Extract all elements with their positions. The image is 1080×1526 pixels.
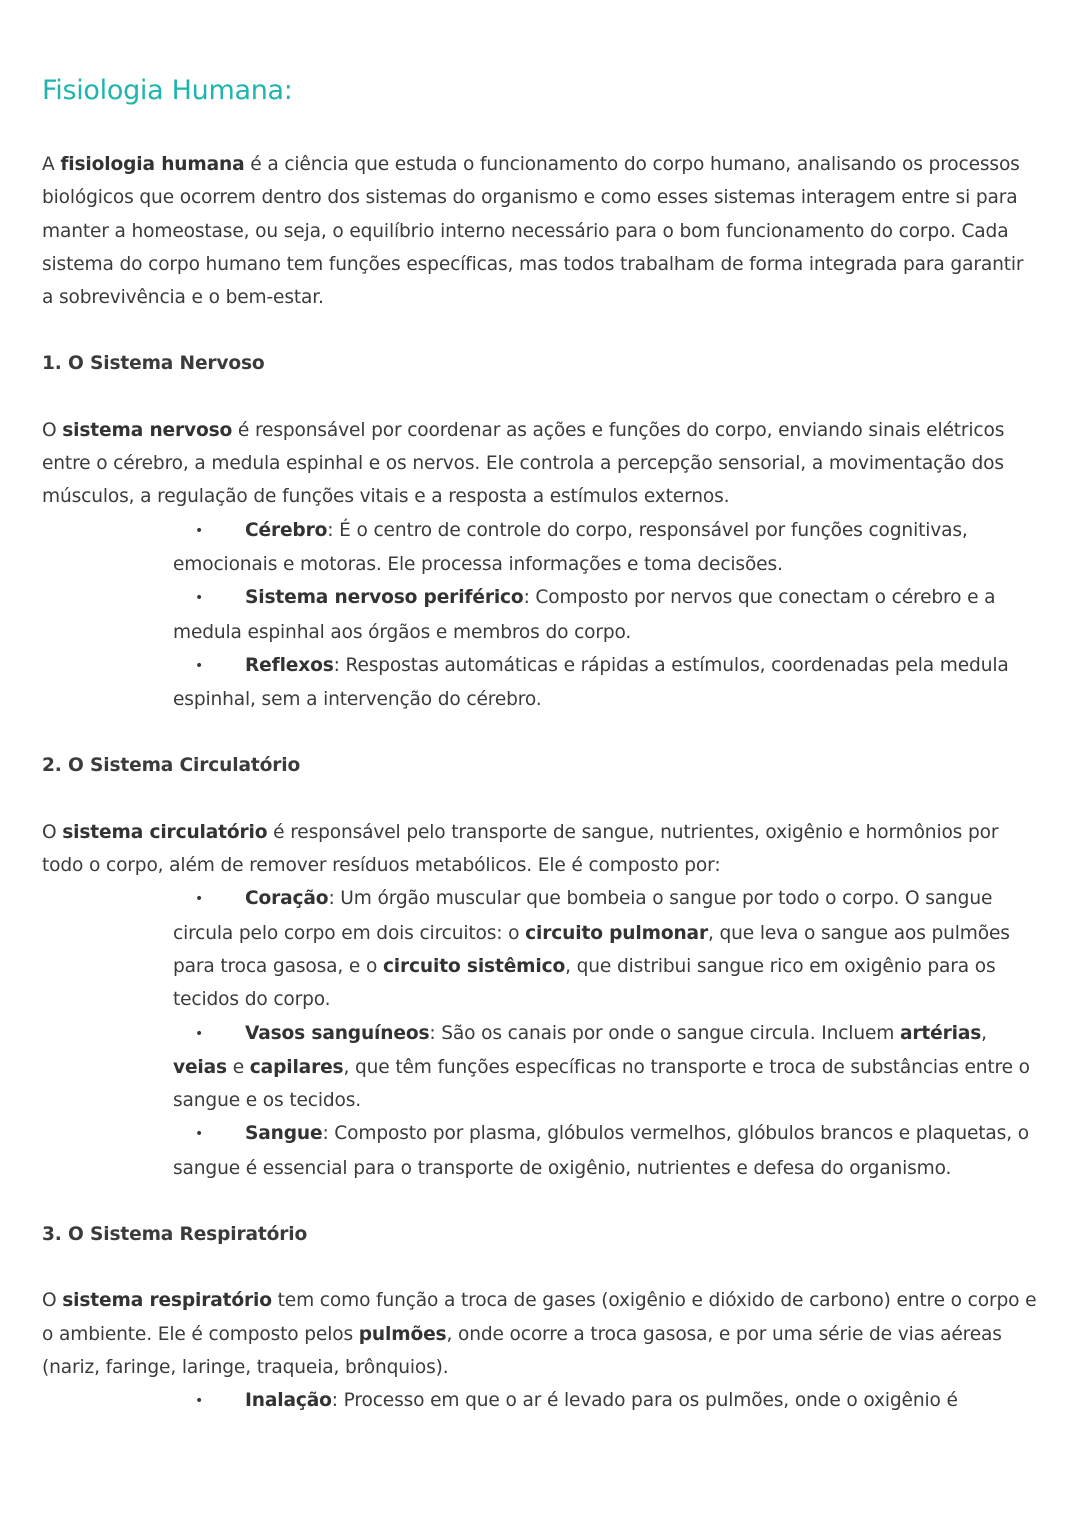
- para-prefix: O: [42, 821, 63, 843]
- list-item: [173, 1384, 1038, 1418]
- list-item: [173, 882, 1038, 1016]
- bullet-text: : Respostas automáticas e rápidas a estímulos, coordenadas pela medula espinhal, sem a intervenção do cérebro.: [173, 654, 1009, 711]
- bullet-text: : São os canais por onde o sangue circula. Incluem: [429, 1022, 900, 1044]
- bullet-list-nervoso: [42, 514, 1038, 717]
- para-text: tem como função a troca de gases (oxigênio e dióxido de carbono) entre o corpo e o ambiente. Ele é composto pelos: [42, 1290, 1037, 1345]
- bullet-text: , que distribui sangue rico em oxigênio para os tecidos do corpo.: [173, 955, 996, 1011]
- bullet-text: e: [226, 1056, 250, 1078]
- page-title: Fisiologia Humana:: [42, 75, 293, 106]
- para-text: , onde ocorre a troca gasosa, e por uma série de vias aéreas (nariz, faringe, laringe, traqueia, brônquios).: [42, 1323, 1002, 1378]
- bold-term: veias: [173, 1056, 227, 1078]
- para-prefix: O: [42, 419, 63, 441]
- section-heading-circulatorio: 2. O Sistema Circulatório: [42, 755, 301, 777]
- list-item: [173, 514, 1038, 582]
- list-item: [173, 1117, 1038, 1185]
- bullet-text: : Processo em que o ar é levado para os pulmões, onde o oxigênio é: [331, 1390, 958, 1412]
- intro-prefix: A: [42, 154, 61, 175]
- bullet-text: ,: [981, 1022, 987, 1044]
- bullet-label: Vasos sanguíneos: [245, 1022, 430, 1044]
- bold-term: sistema nervoso: [62, 419, 233, 441]
- bullet-icon: •: [195, 891, 204, 908]
- bold-term: circuito sistêmico: [382, 955, 566, 977]
- list-item: [173, 649, 1038, 717]
- bullet-label: Sistema nervoso periférico: [245, 587, 524, 609]
- para-text: é responsável pelo transporte de sangue, nutrientes, oxigênio e hormônios por todo o corpo, além de remover resíduos metabólicos. Ele é composto por:: [42, 821, 999, 877]
- bullet-text: : Composto por nervos que conectam o cérebro e a medula espinhal aos órgãos e membros do corpo.: [173, 587, 996, 643]
- bold-term: sistema circulatório: [62, 821, 268, 843]
- bullet-label: Inalação: [245, 1390, 332, 1412]
- bullet-list-circulatorio: [42, 882, 1038, 1185]
- bullet-icon: •: [195, 1393, 204, 1410]
- bullet-icon: •: [195, 1025, 204, 1042]
- intro-bold-term: fisiologia humana: [60, 154, 245, 175]
- para-text: é responsável por coordenar as ações e funções do corpo, enviando sinais elétricos entre o cérebro, a medula espinhal e os nervos. Ele controla a percepção sensorial, a movimentação dos músculos, a regulação de funções vitais e a resposta a estímulos externos.: [42, 419, 1005, 508]
- bullet-list-respiratorio: [42, 1384, 1038, 1418]
- bullet-icon: •: [195, 1126, 204, 1143]
- bold-term: pulmões: [358, 1323, 447, 1345]
- bullet-icon: •: [195, 657, 204, 674]
- bullet-icon: •: [195, 590, 204, 607]
- bullet-text: : É o centro de controle do corpo, responsável por funções cognitivas, emocionais e motoras. Ele processa informações e toma decisões.: [173, 519, 968, 575]
- section-paragraph-circulatorio: [42, 816, 1038, 883]
- bullet-text: : Um órgão muscular que bombeia o sangue por todo o corpo. O sangue circula pelo corpo em dois circuitos: o: [173, 888, 993, 944]
- bullet-label: Sangue: [245, 1123, 323, 1145]
- bold-term: artérias: [899, 1022, 982, 1044]
- intro-text: é a ciência que estuda o funcionamento do corpo humano, analisando os processos biológicos que ocorrem dentro dos sistemas do organismo e como esses sistemas interagem entre si para manter a homeostase, ou seja, o equilíbrio interno necessário para o bom funcionamento do corpo. Cada sistema do corpo humano tem funções específicas, mas todos trabalham de forma integrada para garantir a sobrevivência e o bem-estar.: [42, 154, 1024, 309]
- bullet-label: Coração: [245, 888, 329, 910]
- bullet-text: : Composto por plasma, glóbulos vermelhos, glóbulos brancos e plaquetas, o sangue é essencial para o transporte de oxigênio, nutrientes e defesa do organismo.: [173, 1123, 1029, 1179]
- section-paragraph-respiratorio: [42, 1284, 1038, 1384]
- bold-term: capilares: [249, 1056, 344, 1078]
- bold-term: circuito pulmonar: [525, 922, 708, 944]
- bullet-icon: •: [195, 522, 204, 539]
- section-heading-respiratorio: 3. O Sistema Respiratório: [42, 1224, 308, 1246]
- para-prefix: O: [42, 1290, 63, 1312]
- bullet-text: , que têm funções específicas no transporte e troca de substâncias entre o sangue e os tecidos.: [173, 1056, 1030, 1112]
- bullet-label: Reflexos: [245, 654, 334, 676]
- list-item: [173, 581, 1038, 649]
- bullet-text: , que leva o sangue aos pulmões para troca gasosa, e o: [173, 922, 1010, 977]
- section-heading-nervoso: 1. O Sistema Nervoso: [42, 353, 265, 375]
- intro-paragraph: [42, 148, 1038, 314]
- list-item: [173, 1017, 1038, 1118]
- section-paragraph-nervoso: [42, 414, 1038, 514]
- bullet-label: Cérebro: [245, 519, 328, 541]
- bold-term: sistema respiratório: [62, 1290, 272, 1312]
